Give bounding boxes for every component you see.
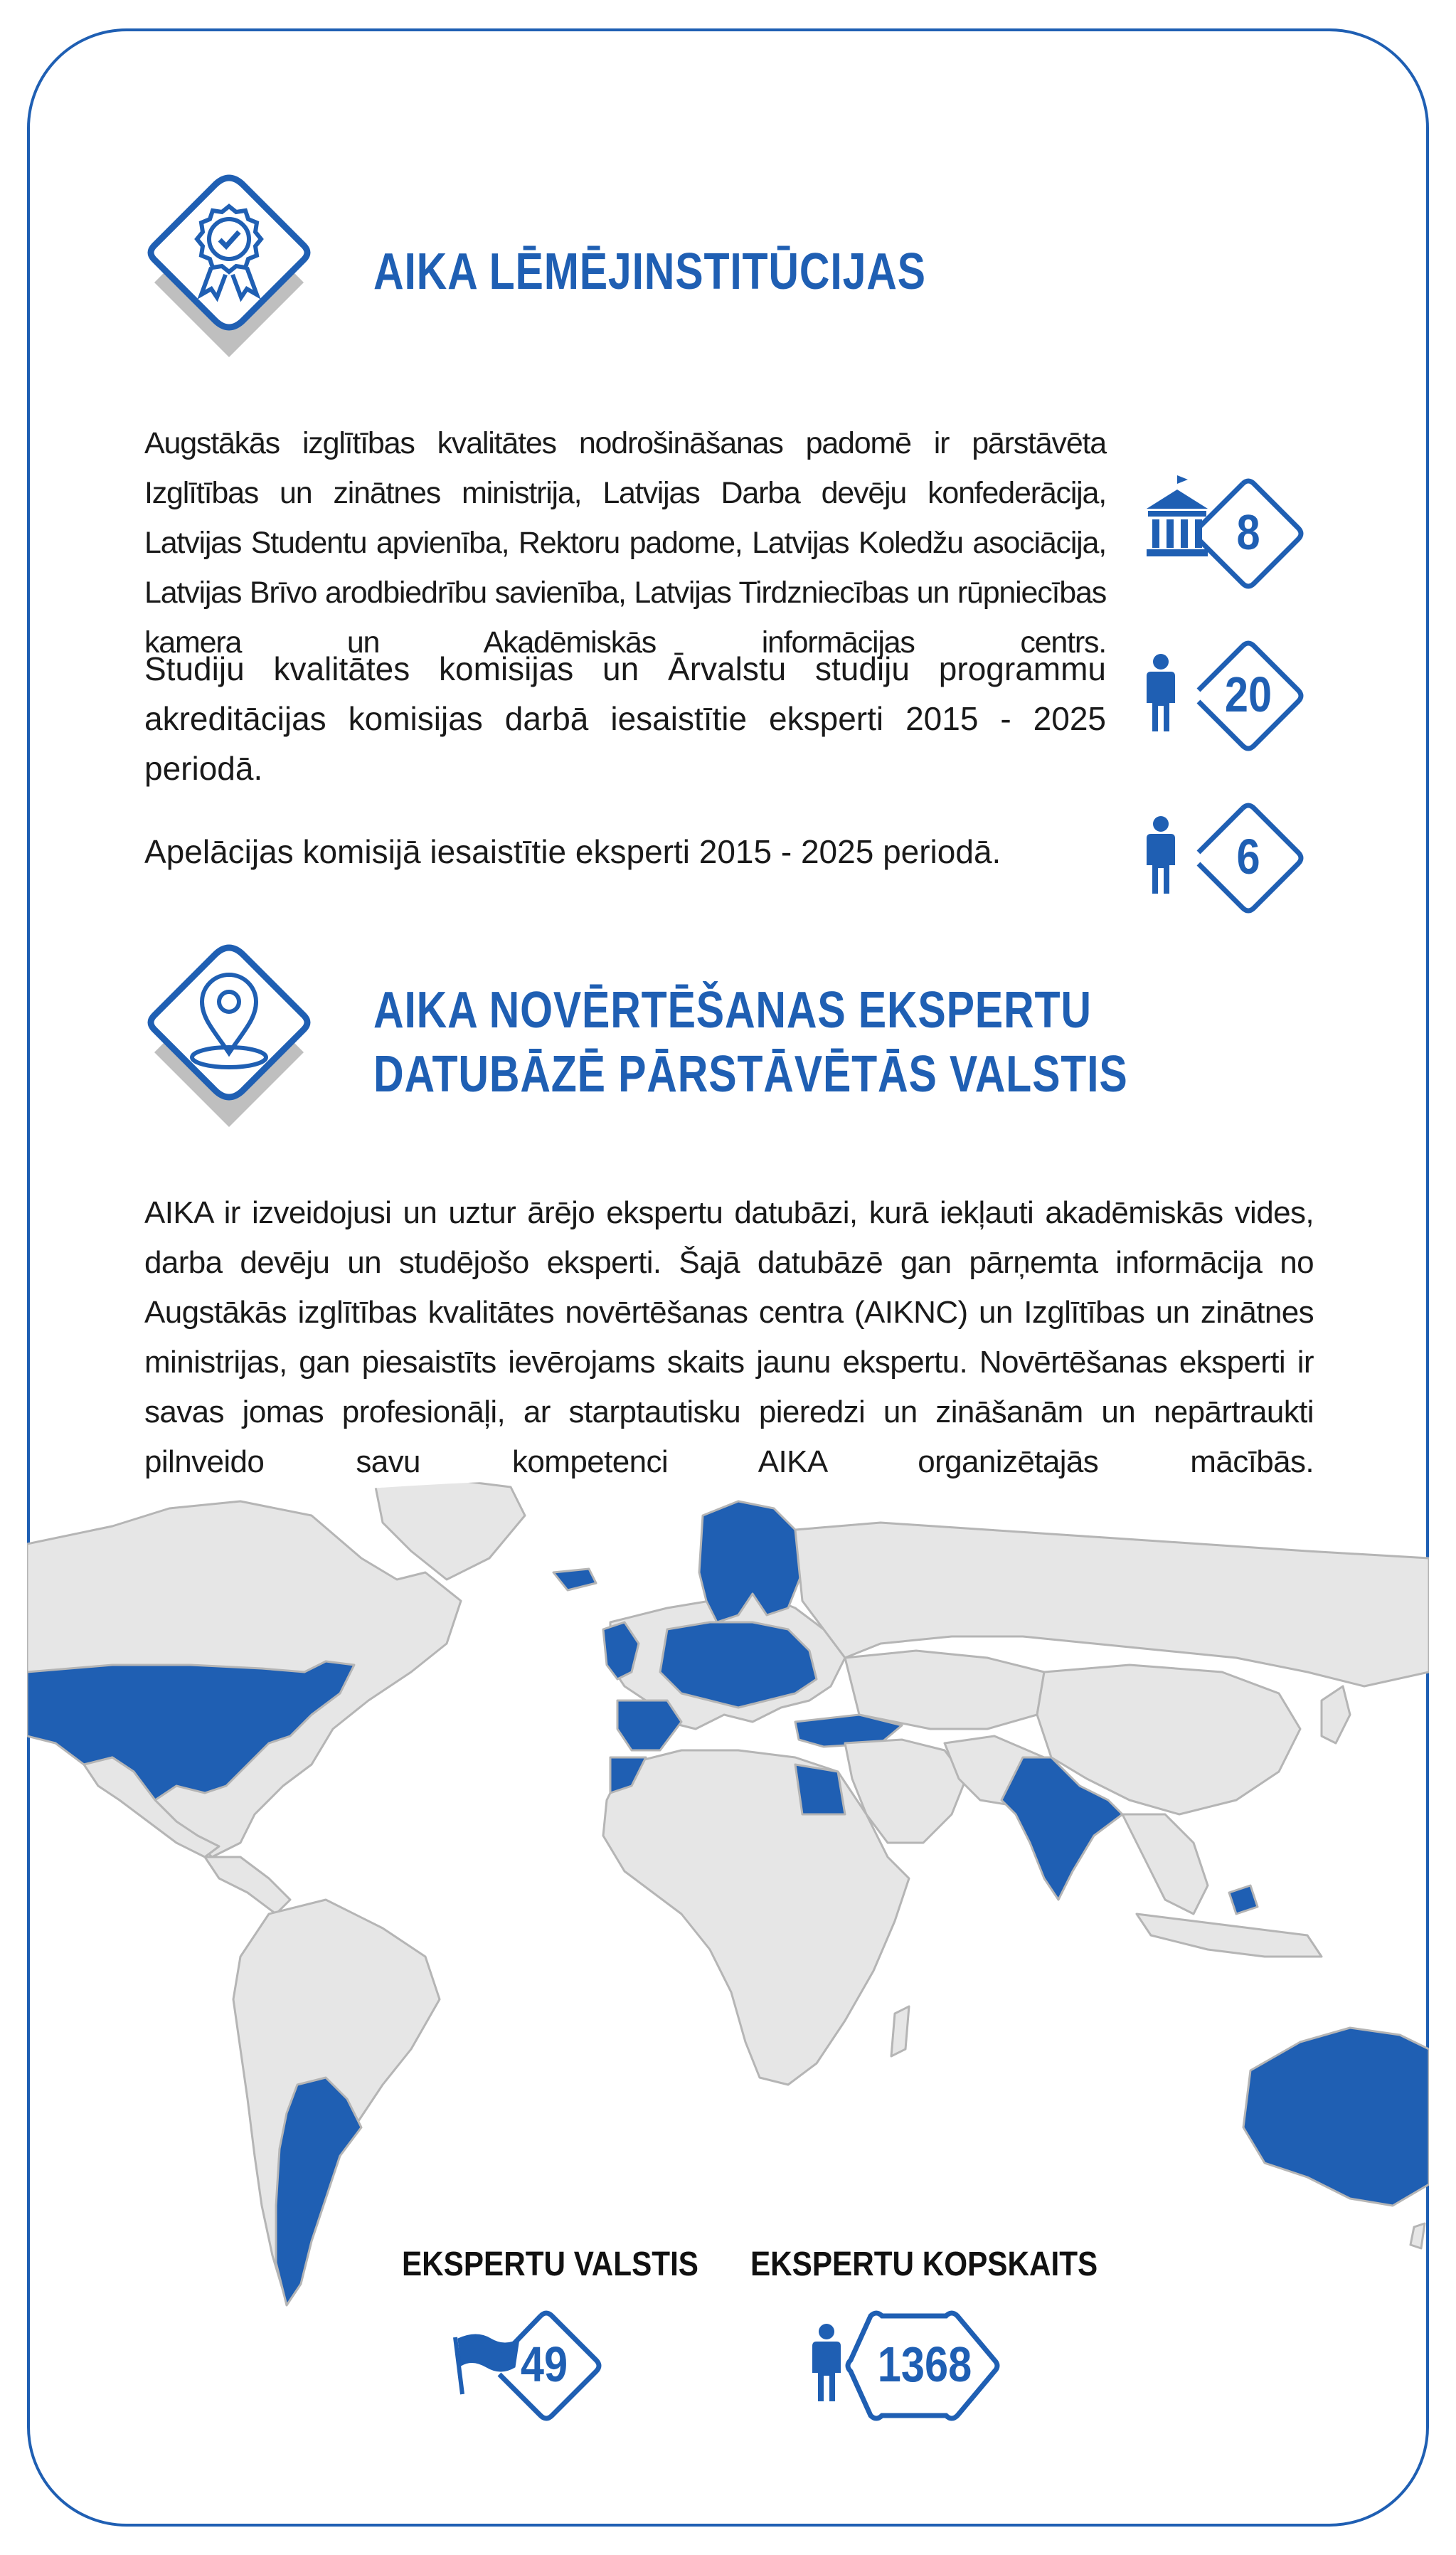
person-icon [1147,816,1175,894]
badge-value: 20 [1224,667,1272,722]
badge-value: 8 [1236,504,1260,560]
section1-title: AIKA LĒMĒJINSTITŪCIJAS [373,243,926,300]
section2-icon-badge [122,939,336,1131]
map-new-zealand [1410,2223,1425,2248]
badge-value: 6 [1236,829,1260,884]
stat-label-total-experts: EKSPERTU KOPSKAITS [750,2245,1098,2283]
map-australia [1243,2028,1429,2206]
institution-building-icon [1147,475,1208,556]
stat-label-countries: EKSPERTU VALSTIS [402,2245,698,2283]
map-japan [1322,1686,1350,1743]
map-iberia [617,1700,681,1750]
map-egypt [795,1765,845,1814]
map-central-europe [660,1622,817,1708]
person-icon [812,2324,841,2401]
stat-badge-institutions [1138,462,1316,605]
section2-paragraph: AIKA ir izveidojusi un uztur ārējo ekspertu datubāzi, kurā iekļauti akadēmiskās vides, darba devēju un studējošo eksperti. Šajā datubāzē gan pārņemta informācija no Augstākās izglītības kvalitātes novērtēšanas centra (AIKNC) un Izglītības un zinātnes ministrijas, gan piesaistīts ievērojams skaits jaunu ekspertu. Novērtēšanas eksperti ir savas jomas profesionāļi, ar starptautisku pieredzi un zināšanām un nepārtraukti pilnveido savu kompetenci AIKA organizētajās mācībās. [144,1195,1314,1479]
map-argentina-chile [276,2078,361,2305]
stat-badge-experts [1138,625,1316,767]
map-central-america [205,1857,290,1914]
map-central-asia [845,1651,1044,1729]
stat-value-total-experts: 1368 [877,2337,972,2392]
world-map [27,1459,1429,2526]
stat-badge-appeals [1138,787,1316,929]
map-greenland [376,1480,525,1580]
stat-badge-total-experts [804,2295,1010,2437]
section1-icon-badge [122,169,336,361]
section2-title-line2: DATUBĀZĒ PĀRSTĀVĒTĀS VALSTIS [373,1046,1128,1103]
map-indonesia [1137,1914,1322,1957]
map-southeast-asia [1122,1814,1208,1914]
map-iceland [553,1569,596,1590]
map-indonesia-highlight [1229,1885,1258,1914]
section1-paragraph2: Studiju kvalitātes komisijas un Ārvalstu studiju programmu akreditācijas komisijas darbā iesaistītie eksperti 2015 - 2025 periodā. [144,650,1106,787]
section1-paragraph3: Apelācijas komisijā iesaistītie eksperti 2015 - 2025 periodā. [144,833,1001,870]
stat-value-countries: 49 [520,2337,568,2392]
stat-badge-countries [441,2295,612,2437]
section1-paragraph1: Augstākās izglītības kvalitātes nodrošināšanas padomē ir pārstāvēta Izglītības un zinātnes ministrija, Latvijas Darba devēju konfederācija, Latvijas Studentu apvienība, Rektoru padome, Latvijas Koledžu asociācija, Latvijas Brīvo arodbiedrību savienība, Latvijas Tirdzniecības un rūpniecības kamera un Akadēmiskās informācijas centrs. [144,426,1106,660]
map-madagascar [891,2006,909,2056]
person-icon [1147,654,1175,731]
section2-title-line1: AIKA NOVĒRTĒŠANAS EKSPERTU [373,982,1092,1039]
